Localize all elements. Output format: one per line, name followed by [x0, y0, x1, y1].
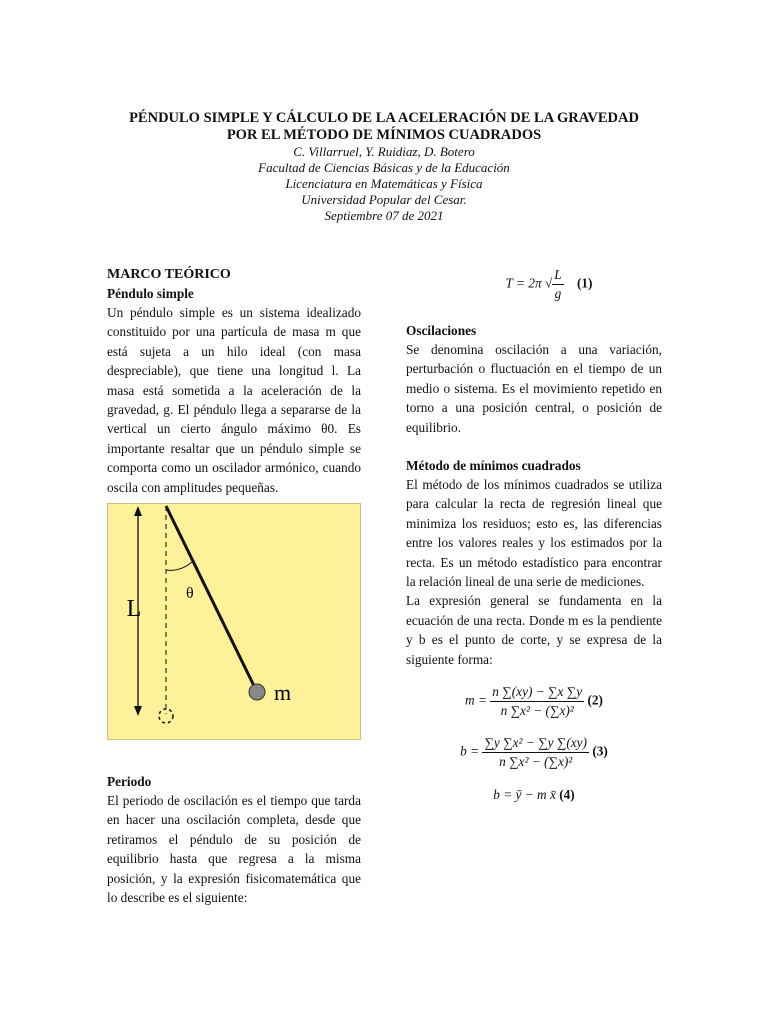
oscilaciones-paragraph: Se denomina oscilación a una variación, perturbación o fluctuación en el tiempo de un medio o sistema. Es el movimiento repetido en torno a una posición central, o posición de equilibrio.	[406, 342, 662, 435]
equation-2: m = $\frac{n \sum(xy) - \sum x \sum y}{\text{n ∑x² − (∑x)²}}$ (2)	[465, 684, 603, 719]
minimos-cuadrados-heading: Método de mínimos cuadrados	[406, 458, 581, 474]
pendulum-string	[166, 506, 256, 690]
pendulum-bob	[249, 684, 265, 700]
university: Universidad Popular del Cesar.	[301, 192, 467, 207]
faculty: Facultad de Ciencias Básicas y de la Educación	[258, 160, 510, 175]
eq1-number: (1)	[576, 275, 593, 291]
authors: C. Villarruel, Y. Ruidiaz, D. Botero	[293, 144, 475, 159]
length-label: L	[126, 596, 142, 623]
equation-3: b = $\frac{\text{∑y ∑x² − ∑y ∑(xy)}}{\text{n ∑x² − (∑x)²}}$ (3)	[460, 735, 608, 770]
section-title: MARCO TEÓRICO	[107, 267, 231, 282]
equilibrium-position	[159, 709, 173, 723]
paper-header	[0, 110, 768, 224]
angle-arc	[166, 562, 192, 570]
equation-1: T = 2π √ $\frac{L}{g}$ (1)	[505, 267, 593, 301]
left-column	[107, 266, 361, 908]
title-line-1: PÉNDULO SIMPLE Y CÁLCULO DE LA ACELERACIÓN DE LA GRAVEDAD	[129, 110, 639, 126]
oscilaciones-heading: Oscilaciones	[406, 323, 477, 338]
arrow-up-icon	[134, 506, 142, 516]
date: Septiembre 07 de 2021	[324, 208, 444, 223]
angle-label: θ	[186, 585, 194, 603]
right-column	[406, 266, 662, 805]
arrow-down-icon	[134, 706, 142, 716]
periodo-heading: Periodo	[107, 774, 152, 790]
eq2-number: (2)	[587, 692, 603, 708]
mass-label: m	[274, 680, 292, 706]
title-line-2: POR EL MÉTODO DE MÍNIMOS CUADRADOS	[226, 127, 542, 143]
periodo-paragraph: El periodo de oscilación es el tiempo que tarda en hacer una oscilación completa, desde que retiramos el péndulo de su posición de equilibrio hasta que regresa a la misma posición, y la expresión fisicomatemática que lo describe es el siguiente:	[107, 793, 361, 906]
equation-4: b = ȳ − m x̄ (4)	[493, 787, 575, 803]
minimos-cuadrados-paragraph-2: La expresión general se fundamenta en la ecuación de una recta. Donde m es la pendiente y b es el punto de corte, y se expresa de la siguiente forma:	[406, 593, 662, 667]
pendulo-paragraph: Un péndulo simple es un sistema idealizado constituido por una partícula de masa m que está sujeta a un hilo ideal (con masa despreciable), que tiene una longitud l. La masa está sometida a la aceleración de la gravedad, g. El péndulo llega a separarse de la vertical un cierto ángulo máximo θ0. Es importante resaltar que un péndulo simple se comporta como un oscilador armónico, cuando oscila con amplitudes pequeñas.	[107, 305, 361, 495]
program: Licenciatura en Matemáticas y Física	[285, 176, 483, 191]
eq4-number: (4)	[559, 787, 575, 803]
pendulo-heading: Péndulo simple	[107, 286, 194, 301]
minimos-cuadrados-paragraph-1: El método de los mínimos cuadrados se utiliza para calcular la recta de regresión lineal que minimiza los residuos; esto es, las diferencias entre los valores reales y los estimados por la recta. Es un método estadístico para encontrar la relación lineal de una serie de mediciones.	[406, 477, 662, 590]
eq3-number: (3)	[592, 743, 608, 759]
pendulum-figure	[107, 503, 361, 740]
eq1-fraction: $\frac{L}{g}$	[554, 267, 562, 301]
